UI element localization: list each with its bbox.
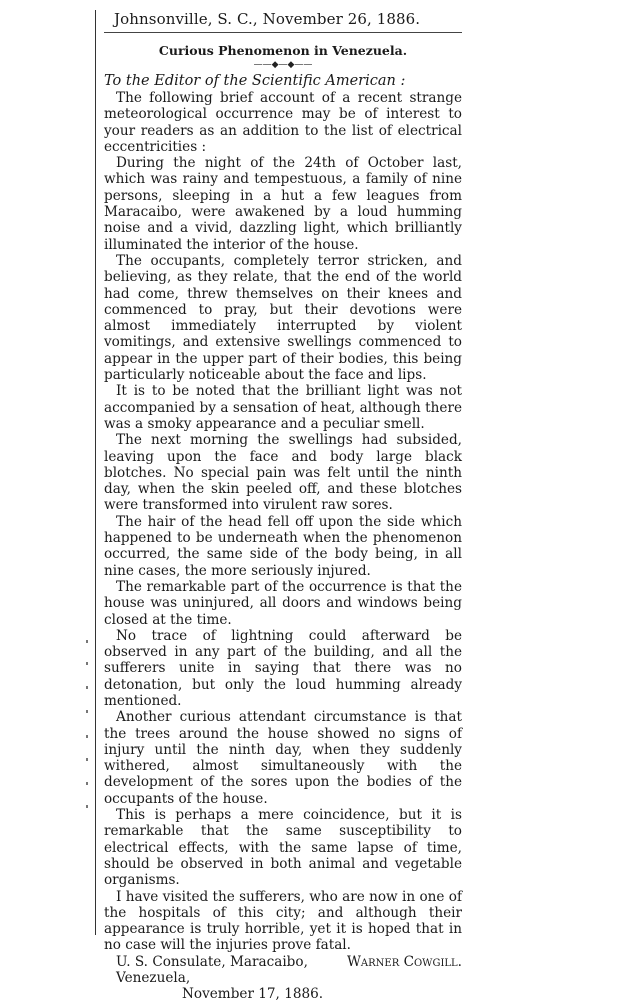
- salutation: To the Editor of the Scientific American :: [104, 73, 406, 89]
- headline-ornament: ——◆—◆——: [253, 60, 313, 70]
- paragraph: The following brief account of a recent strange meteorological occurrence may be of interest to your readers as an addition to the list of electrical eccentricities :: [104, 90, 462, 155]
- final-paragraph-text: I have visited the sufferers, who are now in one of the hospitals of this city; and although their appearance is truly horrible, yet it is hoped that in no case will the injuries prove fatal.: [104, 888, 462, 954]
- column-rule: [95, 10, 96, 935]
- consulate-line: U. S. Consulate, Maracaibo, Venezuela,: [116, 953, 308, 987]
- paragraph: The occupants, completely terror stricken, and believing, as they relate, that the end of the world had come, threw themselves on their knees and commenced to pray, but their devotions were almost immediately interrupted by violent vomitings, and extensive swellings commenced to appear in the upper part of their bodies, this being particularly noticeable about the face and lips.: [104, 252, 462, 384]
- paragraph: It is to be noted that the brilliant light was not accompanied by a sensation of heat, although there was a smoky appearance and a peculiar smell.: [104, 383, 462, 432]
- signature: Warner Cowgill.: [346, 953, 462, 970]
- letter-date: November 17, 1886.: [182, 986, 324, 1003]
- paragraph: The remarkable part of the occurrence is that the house was uninjured, all doors and windows being closed at the time.: [104, 578, 462, 628]
- news-clipping: [104, 10, 462, 1003]
- dateline: Johnsonville, S. C., November 26, 1886.: [114, 10, 421, 28]
- paragraph: The next morning the swellings had subsided, leaving upon the face and body large black blotches. No special pain was felt until the ninth day, when the skin peeled off, and these blotches were transformed into virulent raw sores.: [104, 432, 462, 514]
- paragraph: The hair of the head fell off upon the side which happened to be underneath when the phenomenon occurred, the same side of the body being, in all nine cases, the more seriously injured.: [104, 513, 462, 579]
- paragraph: No trace of lightning could afterward be observed in any part of the building, and all the sufferers unite in saying that there was no detonation, but only the loud humming already mentioned.: [104, 627, 462, 709]
- paragraph: This is perhaps a mere coincidence, but it is remarkable that the same susceptibility to electrical effects, with the same lapse of time, should be observed in both animal and vegetable organisms.: [104, 807, 462, 889]
- paragraph: Another curious attendant circumstance is that the trees around the house showed no signs of injury until the ninth day, when they suddenly withered, almost simultaneously with the development of the sores upon the bodies of the occupants of the house.: [104, 709, 462, 807]
- dateline-divider: [104, 32, 462, 33]
- margin-specks: [86, 640, 94, 840]
- paragraph: During the night of the 24th of October last, which was rainy and tempestuous, a family of nine persons, sleeping in a hut a few leagues from Maracaibo, were awakened by a loud humming noise and a vivid, dazzling light, which brilliantly illuminated the interior of the house.: [104, 155, 462, 253]
- headline: Curious Phenomenon in Venezuela.: [158, 43, 408, 58]
